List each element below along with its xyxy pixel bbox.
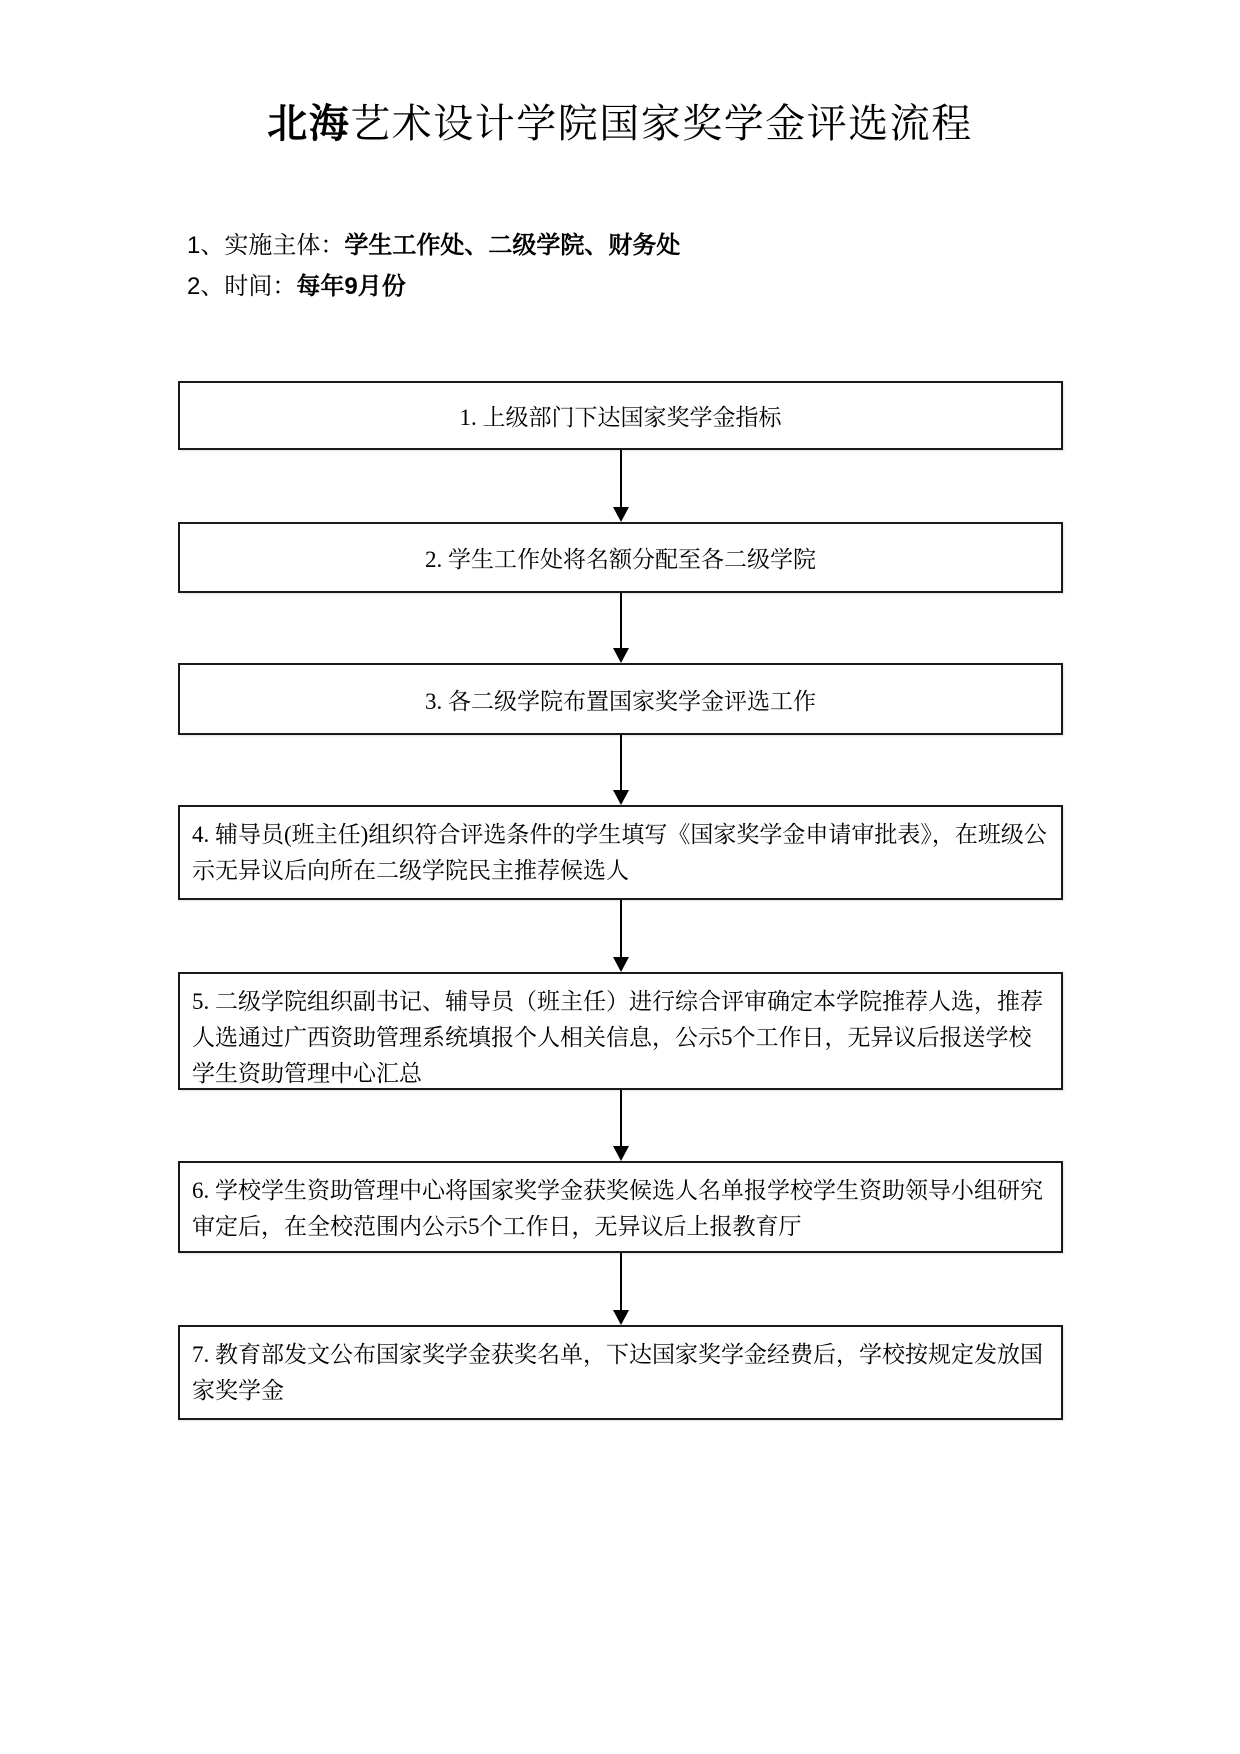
arrow-shaft [620, 1253, 622, 1310]
flow-step-text: 7. 教育部发文公布国家奖学金获奖名单，下达国家奖学金经费后，学校按规定发放国家奖学金 [192, 1342, 1043, 1403]
arrow-head-icon [613, 1146, 629, 1161]
flow-step-7 [178, 1325, 1063, 1420]
flow-arrow-down [612, 1090, 629, 1161]
arrow-head-icon [613, 957, 629, 972]
intro-item-value: 每年9月份 [296, 273, 406, 300]
flow-step-text: 5. 二级学院组织副书记、辅导员（班主任）进行综合评审确定本学院推荐人选，推荐人选通过广西资助管理系统填报个人相关信息，公示5个工作日，无异议后报送学校学生资助管理中心汇总 [192, 989, 1043, 1086]
flow-step-1 [178, 381, 1063, 450]
flow-step-text: 4. 辅导员(班主任)组织符合评选条件的学生填写《国家奖学金申请审批表》，在班级公示无异议后向所在二级学院民主推荐候选人 [192, 822, 1047, 883]
page-title [0, 100, 1240, 148]
flow-arrow-down [612, 735, 629, 805]
page-title-emphasis: 北海 [267, 102, 351, 146]
intro-item-time [187, 272, 406, 302]
page-title-rest: 艺术设计学院国家奖学金评选流程 [350, 102, 973, 146]
intro-item-value: 学生工作处、二级学院、财务处 [344, 232, 681, 259]
arrow-head-icon [613, 1310, 629, 1325]
flow-arrow-down [612, 450, 629, 522]
arrow-shaft [620, 900, 622, 957]
flow-step-4 [178, 805, 1063, 900]
intro-item-label: 实施主体： [224, 232, 345, 259]
arrow-head-icon [613, 507, 629, 522]
arrow-shaft [620, 735, 622, 790]
arrow-head-icon [613, 790, 629, 805]
flow-step-6 [178, 1161, 1063, 1253]
intro-item-label: 时间： [224, 273, 297, 300]
arrow-shaft [620, 593, 622, 648]
intro-item-number: 2、 [187, 273, 225, 300]
flow-arrow-down [612, 593, 629, 663]
flow-step-3 [178, 663, 1063, 735]
flow-step-2 [178, 522, 1063, 593]
intro-item-number: 1、 [187, 232, 225, 259]
flow-arrow-down [612, 1253, 629, 1325]
flow-step-5 [178, 972, 1063, 1090]
flow-arrow-down [612, 900, 629, 972]
flow-step-text: 6. 学校学生资助管理中心将国家奖学金获奖候选人名单报学校学生资助领导小组研究审定后，在全校范围内公示5个工作日，无异议后上报教育厅 [192, 1178, 1043, 1239]
arrow-head-icon [613, 648, 629, 663]
arrow-shaft [620, 450, 622, 507]
flow-step-text: 1. 上级部门下达国家奖学金指标 [459, 405, 782, 430]
flow-step-text: 3. 各二级学院布置国家奖学金评选工作 [425, 688, 816, 714]
arrow-shaft [620, 1090, 622, 1146]
intro-item-subject [187, 231, 680, 261]
flow-step-text: 2. 学生工作处将名额分配至各二级学院 [425, 547, 816, 572]
